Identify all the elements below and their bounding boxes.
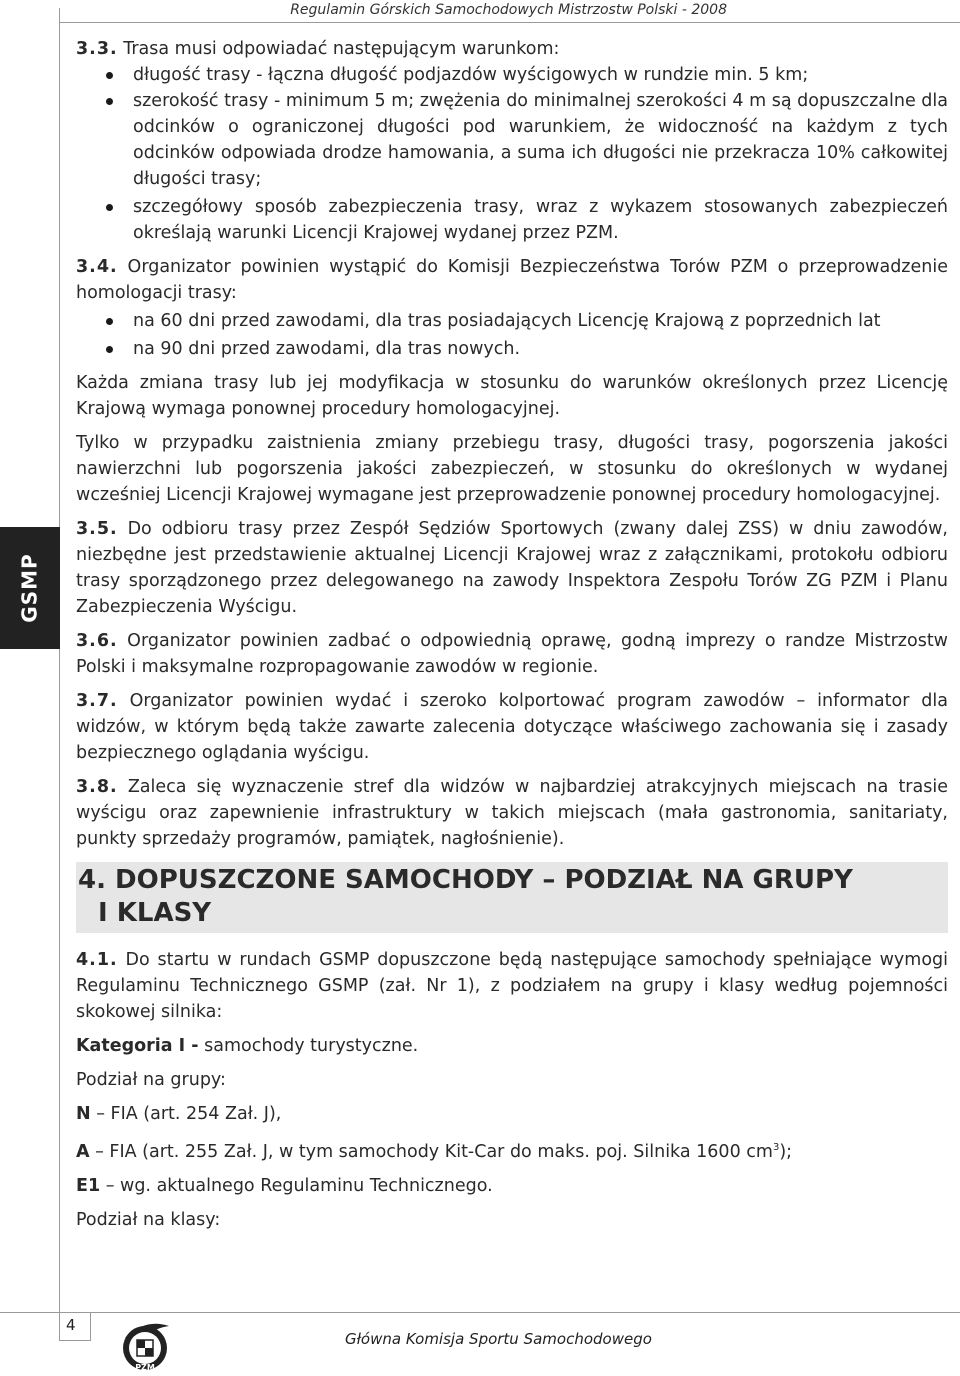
- group-text: – FIA (art. 255 Zał. J, w tym samochody Kit-Car do maks. poj. Silnika 1600 cm: [89, 1141, 773, 1162]
- section-number: 3.7.: [76, 691, 118, 711]
- section-number: 4.1.: [76, 950, 118, 970]
- list-item: na 60 dni przed zawodami, dla tras posiadających Licencję Krajową z poprzednich lat: [76, 308, 948, 334]
- list-item: na 90 dni przed zawodami, dla tras nowych.: [76, 336, 948, 362]
- pzm-logo-icon: [115, 1312, 175, 1374]
- classes-heading: Podział na klasy:: [76, 1209, 221, 1230]
- section-3-3-intro: [76, 36, 948, 62]
- section-3-4-list: [76, 308, 948, 362]
- section-text: Trasa musi odpowiadać następującym warunkom:: [123, 39, 560, 59]
- group-label: N: [76, 1104, 91, 1124]
- section-text: Organizator powinien wystąpić do Komisji Bezpieczeństwa Torów PZM o przeprowadzenie homologacji trasy:: [76, 257, 948, 303]
- side-tab-label: GSMP: [18, 553, 43, 623]
- section-3-3-list: [76, 62, 948, 246]
- section-text: Do startu w rundach GSMP dopuszczone będą następujące samochody spełniające wymogi Regulaminu Technicznego GSMP (zał. Nr 1), z podziałem na grupy i klasy według pojemności skokowej silnika:: [76, 950, 948, 1022]
- kategoria-text: samochody turystyczne.: [198, 1036, 419, 1056]
- group-a: [76, 1135, 948, 1165]
- list-item: długość trasy - łączna długość podjazdów wyścigowych w rundzie min. 5 km;: [76, 62, 948, 88]
- section-heading-line: 4. DOPUSZCZONE SAMOCHODY – PODZIAŁ NA GRUPY: [78, 865, 853, 895]
- group-n: [76, 1101, 948, 1127]
- group-text: – FIA (art. 254 Zał. J),: [90, 1104, 282, 1124]
- section-number: 3.8.: [76, 777, 118, 797]
- section-text: Zaleca się wyznaczenie stref dla widzów w najbardziej atrakcyjnych miejscach na trasie wyścigu oraz zapewnienie infrastruktury w takich miejscach (mała gastronomia, sanitariaty, punkty sprzedaży programów, pamiątek, nagłośnienie).: [76, 777, 948, 849]
- side-tab: [0, 527, 60, 649]
- section-3-8: [76, 774, 948, 852]
- kategoria-line: [76, 1033, 948, 1059]
- section-4-1: [76, 947, 948, 1025]
- section-text: Organizator powinien zadbać o odpowiednią oprawę, godną imprezy o randze Mistrzostw Polski i maksymalne rozpropagowanie zawodów w regionie.: [76, 631, 948, 677]
- section-number: 3.5.: [76, 519, 118, 539]
- group-e1: [76, 1173, 948, 1199]
- header-rule: [59, 22, 960, 23]
- section-3-5: [76, 516, 948, 620]
- group-label: E1: [76, 1175, 101, 1196]
- list-item: szczegółowy sposób zabezpieczenia trasy, wraz z wykazem stosowanych zabezpieczeń określają warunki Licencji Krajowej wydanej przez PZM.: [76, 194, 948, 246]
- section-4-heading: [76, 862, 948, 933]
- section-3-4-intro: [76, 254, 948, 306]
- section-text: Organizator powinien wydać i szeroko kolportować program zawodów – informator dla widzów, w którym będą także zawarte zalecenia dotyczące właściwego zachowania się i zasady bezpiecznego oglądania wyścigu.: [76, 691, 948, 763]
- groups-heading: Podział na grupy:: [76, 1070, 226, 1090]
- group-text-sup: 3: [772, 1142, 780, 1153]
- group-text-end: );: [779, 1141, 793, 1162]
- document-body: [76, 36, 948, 1233]
- kategoria-label: Kategoria I -: [76, 1036, 199, 1056]
- margin-rule: [59, 8, 60, 1312]
- page-number: 4: [59, 1312, 91, 1341]
- section-3-4-para2: Tylko w przypadku zaistnienia zmiany przebiegu trasy, długości trasy, pogorszenia jakości nawierzchni lub pogorszenia jakości zabezpieczeń, w stosunku do określonych w wydanej wcześniej Licencji Krajowej wymagane jest przeprowadzenie ponownej procedury homologacyjnej.: [76, 433, 948, 505]
- section-3-4-para1: Każda zmiana trasy lub jej modyfikacja w stosunku do warunków określonych przez Licencję Krajową wymaga ponownej procedury homologacyjnej.: [76, 373, 948, 419]
- section-number: 3.3.: [76, 39, 118, 59]
- list-item: szerokość trasy - minimum 5 m; zwężenia do minimalnej szerokości 4 m są dopuszczalne dla odcinków o ograniczonej długości pod warunkiem, że widoczność na każdym z tych odcinków odpowiada drodze hamowania, a suma ich długości nie przekracza 10% całkowitej długości trasy;: [76, 88, 948, 192]
- section-heading-line: I KLASY: [98, 898, 212, 928]
- footer-org: Główna Komisja Sportu Samochodowego: [345, 1330, 652, 1348]
- section-number: 3.4.: [76, 257, 118, 277]
- section-3-6: [76, 628, 948, 680]
- section-text: Do odbioru trasy przez Zespół Sędziów Sportowych (zwany dalej ZSS) w dniu zawodów, niezbędne jest przedstawienie aktualnej Licencji Krajowej wraz z załącznikami, protokołu odbioru trasy sporządzonego przez delegowanego na zawody Inspektora Zespołu Torów ZG PZM i Planu Zabezpieczenia Wyścigu.: [76, 519, 948, 617]
- page-header-title: Regulamin Górskich Samochodowych Mistrzostw Polski - 2008: [290, 2, 727, 18]
- section-number: 3.6.: [76, 631, 118, 651]
- group-text: – wg. aktualnego Regulaminu Technicznego.: [100, 1175, 493, 1196]
- group-label: A: [76, 1141, 90, 1162]
- section-3-7: [76, 688, 948, 766]
- logo-text: PZM: [135, 1363, 155, 1372]
